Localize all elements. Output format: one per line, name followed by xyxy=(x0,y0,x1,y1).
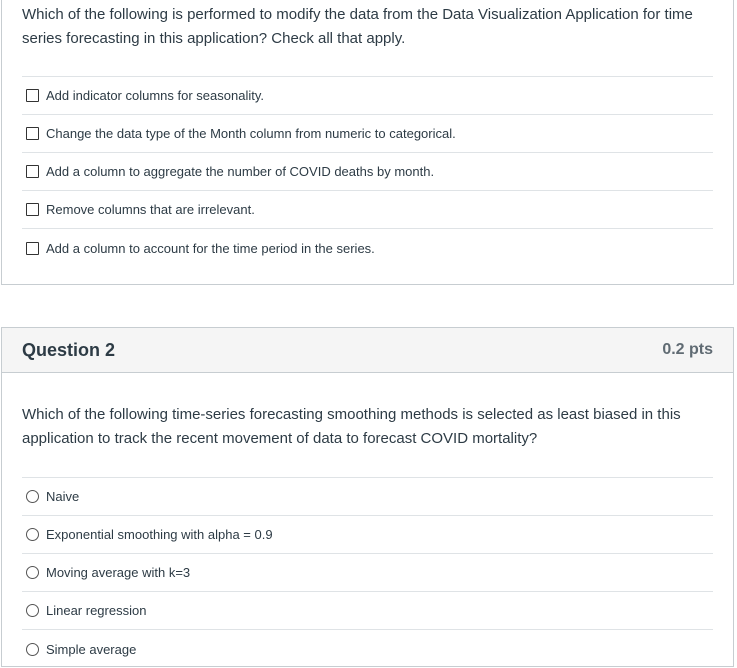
answer-option[interactable] xyxy=(22,516,713,554)
question-2-card xyxy=(1,327,734,667)
answer-label: Change the data type of the Month column from numeric to categorical. xyxy=(46,126,456,141)
answer-label: Exponential smoothing with alpha = 0.9 xyxy=(46,527,273,542)
answer-label: Naive xyxy=(46,489,80,504)
question-1-card xyxy=(1,0,734,285)
answer-option[interactable] xyxy=(22,115,713,153)
answer-option[interactable] xyxy=(22,478,713,516)
radio-button[interactable] xyxy=(26,566,39,579)
radio-button[interactable] xyxy=(26,604,39,617)
checkbox[interactable] xyxy=(26,89,39,102)
radio-button[interactable] xyxy=(26,490,39,503)
question-1-answers xyxy=(22,76,713,267)
radio-button[interactable] xyxy=(26,643,39,656)
answer-label: Linear regression xyxy=(46,603,147,618)
answer-label: Add indicator columns for seasonality. xyxy=(46,88,264,103)
question-title: Question 2 xyxy=(22,339,116,360)
answer-label: Add a column to aggregate the number of COVID deaths by month. xyxy=(46,164,435,179)
answer-option[interactable] xyxy=(22,630,713,668)
answer-label: Remove columns that are irrelevant. xyxy=(46,202,255,217)
answer-option[interactable] xyxy=(22,191,713,229)
answer-label: Simple average xyxy=(46,641,137,657)
checkbox[interactable] xyxy=(26,165,39,178)
question-header xyxy=(2,328,733,373)
question-points: 0.2 pts xyxy=(662,341,713,358)
answer-label: Moving average with k=3 xyxy=(46,565,191,580)
answer-option[interactable] xyxy=(22,592,713,630)
checkbox[interactable] xyxy=(26,203,39,216)
checkbox[interactable] xyxy=(26,242,39,255)
answer-label: Add a column to account for the time period in the series. xyxy=(46,240,375,256)
answer-option[interactable] xyxy=(22,229,713,267)
question-1-text: Which of the following is performed to modify the data from the Data Visualization Application for time series forecasting in this application? Check all that apply. xyxy=(22,6,693,47)
answer-option[interactable] xyxy=(22,153,713,191)
radio-button[interactable] xyxy=(26,528,39,541)
answer-option[interactable] xyxy=(22,77,713,115)
checkbox[interactable] xyxy=(26,127,39,140)
question-2-text: Which of the following time-series forecasting smoothing methods is selected as least biased in this application to track the recent movement of data to forecast COVID mortality? xyxy=(22,406,681,447)
answer-option[interactable] xyxy=(22,554,713,592)
question-2-answers xyxy=(22,477,713,668)
